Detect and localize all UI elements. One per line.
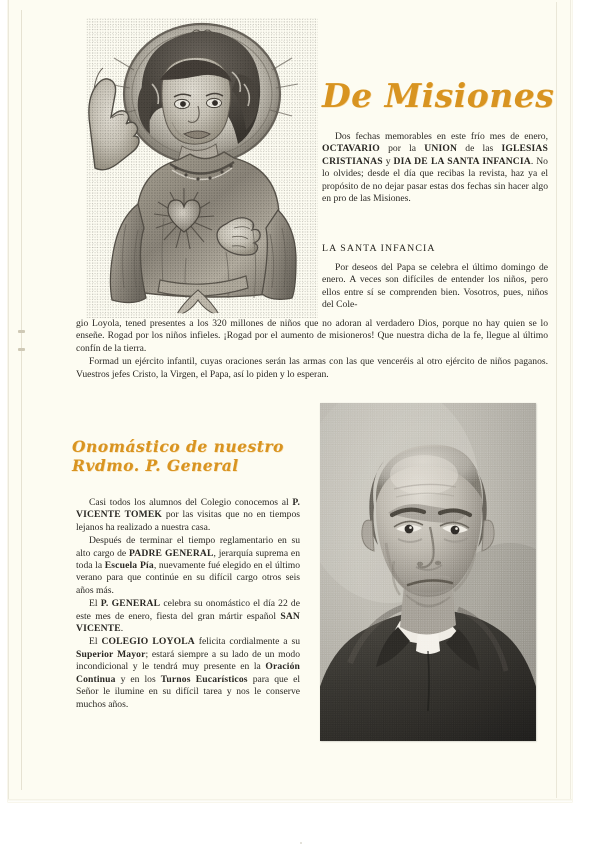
staple-top: [18, 330, 25, 333]
onomastico-paragraph-2: Después de terminar el tiempo reglamentario en su alto cargo de PADRE GENERAL, jerarquía suprema en toda la Escuela Pía, nuevamente fué elegido en el último verano para que continúe en su difícil cargo otros seis años más.: [76, 535, 300, 596]
page-fold-line: [21, 10, 22, 790]
misiones-lead-paragraph: Dos fechas memorables en este frío mes de enero, OCTAVARIO por la UNION de las IGLESIAS CRISTIANAS y DIA DE LA SANTA INFANCIA. No lo olvides; desde el día que recibas la revista, haz ya el propósito de no dejar pasar estas dos fechas sin hacer algo en pro de las Misiones.: [322, 131, 548, 205]
onomastico-paragraph-3: El P. GENERAL celebra su onomástico el día 22 de este mes de enero, fiesta del gran mártir español SAN VICENTE.: [76, 598, 300, 635]
page-edge-bottom: [8, 799, 572, 802]
misiones-full-width-column: [76, 318, 548, 381]
misiones-paragraph-full-1: gio Loyola, tened presentes a los 320 millones de niños que no adoran al verdadero Dios, porque no hay quien se lo enseñe. Rogad por los niños infieles. ¡Rogad por el aumento de misioneros! Que nuestra dicha de la fe, llegue al último confín de la tierra.: [76, 318, 548, 354]
misiones-santa-infancia-column: [322, 262, 548, 312]
page-title-de-misiones: De Misiones: [322, 76, 555, 115]
subheading-la-santa-infancia: LA SANTA INFANCIA: [322, 243, 436, 254]
heading-onomastico-group: [72, 437, 302, 475]
heading-onomastico-line-2: Rvdmo. P. General: [72, 456, 239, 475]
page-edge-right-outer: [570, 0, 571, 802]
nino-jesus-image: [86, 18, 318, 318]
onomastico-paragraph-1: Casi todos los alumnos del Colegio conocemos al P. VICENTE TOMEK por las visitas que no en tiempos lejanos ha realizado a nuestra casa.: [76, 497, 300, 533]
staple-bottom: [18, 348, 25, 351]
misiones-paragraph-column: Por deseos del Papa se celebra el último domingo de enero. A veces son difíciles de entender los niños, pero ellos entre sí se comprenden bien. Vosotros, pues, niños del Cole-: [322, 262, 548, 311]
misiones-intro-column: [322, 131, 548, 205]
misiones-paragraph-full-2: Formad un ejército infantil, cuyas oraciones serán las armas con las que venceréis al otro ejército de niños paganos. Vuestros jefes Cristo, la Virgen, el Papa, así lo piden y lo esperan.: [76, 356, 548, 380]
retrato-padre-general-photo: [320, 403, 536, 741]
heading-onomastico-line-1: Onomástico de nuestro: [72, 437, 284, 456]
onomastico-paragraph-4: El COLEGIO LOYOLA felicita cordialmente a su Superior Mayor; estará siempre a su lado de un modo incondicional y le tendrá muy presente en la Oración Continua y en los Turnos Eucarísticos para que el Señor le ilumine en su difícil tarea y nos le conserve muchos años.: [76, 636, 301, 710]
page-edge-right-inner: [556, 2, 557, 798]
page-edge-left: [8, 0, 9, 802]
onomastico-column: [76, 497, 300, 711]
scan-speck: [300, 842, 302, 844]
